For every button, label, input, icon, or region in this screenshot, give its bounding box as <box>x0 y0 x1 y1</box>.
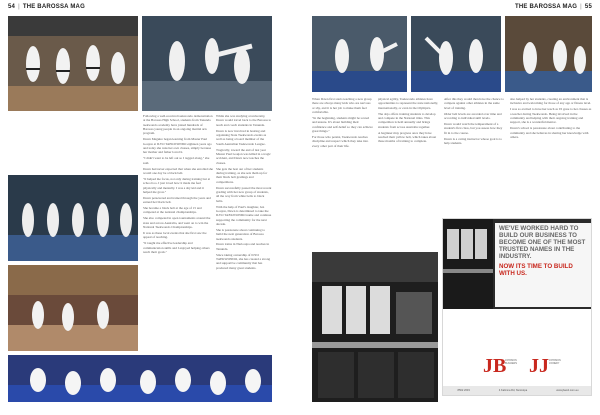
paragraph: Dawn persevered and trained through the years and earned her black belt. <box>143 195 211 205</box>
right-page-header: THE BAROSSA MAG | 55 <box>515 4 592 10</box>
article-column-6 <box>510 97 592 217</box>
photo-kitchen-joinery <box>312 252 438 402</box>
photo-high-kick <box>411 16 501 92</box>
photo-group-kick <box>505 16 592 92</box>
photo-sparring <box>312 16 407 92</box>
paragraph: Following a well-received taekwondo demonstration at the Barossa High School, students from Tanunda taekwondo academy have joined hundreds of Barossa young people in an ongoing martial arts program. <box>143 114 213 136</box>
paragraph: Dawn would watch the temperament of a student's first class, but you assess how they fit in to the course. <box>444 121 503 135</box>
left-page-number: 54 <box>8 4 16 10</box>
paragraph: "In the beginning, students might be scared and unsure. It's about building their confidence and self-belief so they can achieve great things." <box>312 115 373 133</box>
paragraph: She also competed in open tournaments around the state and across Australia, and went on to win the National Taekwondo Championships. <box>143 216 211 230</box>
paragraph: It was as these local events that she first saw the appeal of teaching. <box>143 231 207 240</box>
article-column-3 <box>312 97 374 247</box>
paragraph: Older belt levels are awarded over time and according to individual skill levels. <box>444 111 502 120</box>
right-magazine-title: THE BAROSSA MAG <box>515 4 578 10</box>
ad-headline: WE'VE WORKED HARD TO BUILD OUR BUSINESS TO BECOME ONE OF THE MOST TRUSTED NAMES IN THE INDUSTRY. <box>499 225 586 260</box>
paragraph: I was so excited to have her teach as I'd gone to her classes as a teacher during Taekwondo. Being involved in the community and helping with their ongoing training and support, she is a wonderful mentor. <box>510 107 592 125</box>
photo-group-mats <box>8 355 272 402</box>
article-column-4 <box>378 97 440 247</box>
ad-headline-panel <box>495 223 591 307</box>
paragraph: With the help of Paul's daughter, Jen Goujon, Dawn is determined to take the ILYO TAEKWONDO name and continue supporting the community for the next decade. <box>216 204 272 226</box>
left-page-header: 54 | THE BAROSSA MAG <box>8 4 85 10</box>
ad-logos <box>443 352 592 382</box>
logo-2-letters: JJ <box>529 355 549 377</box>
article-column-1-text <box>143 114 213 352</box>
paragraph: She gets the best out of her students during training, as she sets them up for their black belt gradings and competitions. <box>216 166 268 184</box>
johnson-builders-logo <box>483 352 519 380</box>
paragraph: also helped by her students, creating an environment that is inclusive and welcoming for those of any age or fitness level. <box>510 97 592 106</box>
paragraph: While she was studying at university, Dawn would travel back to the Barossa to teach and coach students in Tanunda. <box>216 114 272 127</box>
photo-hall-training <box>8 265 138 351</box>
article-column-2-flow <box>216 114 272 352</box>
paragraph: "It helped me focus, not only during training but at school too. I just loved how it made me feel physically and mentally. I was a shy kid and it helped me grow." <box>143 176 211 194</box>
photo-class-line <box>8 175 138 261</box>
paragraph: "It taught me effective leadership and communication skills and I enjoyed helping others reach their goals." <box>143 241 210 254</box>
logo-1-subtitle: JOHNSON BUILDERS <box>505 359 517 365</box>
paragraph: When Dawn first starts teaching a new group there are always many kids who are nervous or shy, and it is her job to make them feel comfortable. <box>312 97 372 115</box>
logo-1-letters: JB <box>483 355 507 377</box>
paragraph: "I didn't want to be left out so I tagged along," she said. <box>143 156 210 165</box>
paragraph: The dojo offers training students to develop and compete in the National titles. This competition is held annually and brings students from across Australia together. <box>378 111 436 129</box>
photo-gym-kicks <box>8 16 138 111</box>
paragraph: Since taking ownership of ILYO TAEKWONDO, she has created a strong and supportive community that has produced many great students. <box>216 252 271 270</box>
paragraph: physical agility, Taekwondo athletes have opportunities to represent the state nationally, internationally, or even in the Olympics. <box>378 97 439 110</box>
paragraph: Dawn trains in Nuriootpa and teaches in Tanunda. <box>216 242 270 251</box>
paragraph: She is passionate about continuing to build the next generation of Barossa taekwondo students. <box>216 227 265 241</box>
paragraph: Dawn successfully passed the most recent grading with her new group of students, all the way from white belts to black belts. <box>216 185 272 203</box>
paragraph: Dawn's school is passionate about contributing to the community and she believes in sharing her knowledge with others. <box>510 126 589 139</box>
paragraph: She became a black belt at the age of 15 and competed at the national championships. <box>143 206 202 215</box>
article-column-5 <box>444 97 506 217</box>
paragraph: Dawn is a caring instructor whose goal is to help students. <box>444 136 502 145</box>
paragraph: After this they would then have the chance to compete against other athletes in the same level of training. <box>444 97 504 110</box>
ad-footer-bar <box>443 386 592 395</box>
ad-phone: 8562 2633 <box>457 389 470 392</box>
photo-demonstration-kick <box>142 16 272 111</box>
johnson-builders-advertisement <box>442 218 592 396</box>
paragraph: For those who persist, Taekwondo teaches discipline and respect which they take into every other part of their life. <box>312 134 369 148</box>
johnson-joinery-logo <box>529 352 565 380</box>
ad-call-to-action: NOW ITS TIME TO BUILD WITH US. <box>499 263 573 277</box>
paragraph: A beginner may progress once they have reached their yellow belt, which takes about three months of training to complete. <box>378 130 437 144</box>
ad-website: www.jbweb.com.au <box>556 389 579 392</box>
paragraph: Dawn Maguire began learning from Master Paul Goujon at ILYO TAEKWONDO eighteen years ago and today she runs her own classes, simply because her mother and father loved it. <box>143 137 212 155</box>
right-page-number: 55 <box>584 4 592 10</box>
paragraph: Tragically, toward the end of last year Master Paul Goujon was killed in a tragic accident, and Dawn now teaches the classes. <box>216 147 271 165</box>
ad-address: 4 Kalimna Rd, Nuriootpa <box>498 389 528 392</box>
paragraph: Dawn is now involved in hosting and organising State Taekwondo events as well as being a board member of the South Australian Taekwondo League. <box>216 128 267 146</box>
logo-2-subtitle: JOHNSON JOINERY <box>549 359 561 365</box>
paragraph: Dawn had never expected that when she enrolled she would one day be a black belt. <box>143 166 213 175</box>
left-magazine-title: THE BAROSSA MAG <box>22 4 85 10</box>
